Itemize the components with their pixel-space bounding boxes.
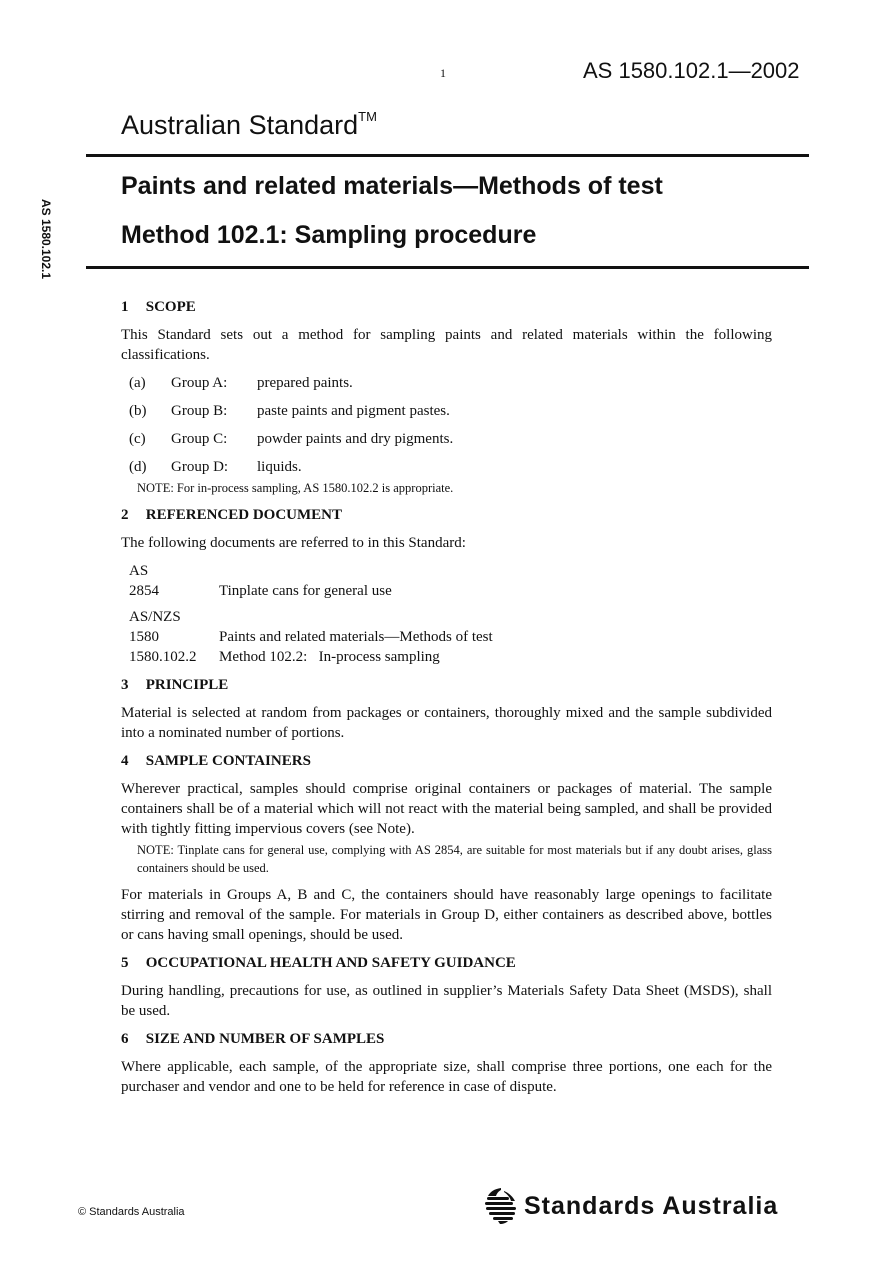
trademark-mark: TM — [358, 109, 377, 124]
item-group: Group C: — [171, 431, 228, 447]
bottom-rule — [86, 266, 809, 269]
reference-code: 2854 — [129, 583, 159, 599]
section-title: OCCUPATIONAL HEALTH AND SAFETY GUIDANCE — [145, 955, 516, 971]
document-body — [121, 297, 772, 1105]
item-desc: paste paints and pigment pastes. — [257, 403, 450, 419]
document-subtitle: Method 102.1: Sampling procedure — [121, 221, 537, 249]
section-heading-scope — [121, 297, 772, 317]
reference-desc: Paints and related materials—Methods of test — [219, 629, 493, 645]
containers-paragraph: Wherever practical, samples should comprise original containers or packages of material. The sample containers shall be of a material which will not react with the material being sampled, and shall be provided with tightly fitting impervious covers (see Note). — [121, 781, 772, 837]
list-item — [129, 457, 772, 477]
reference-group-as — [129, 561, 772, 601]
principle-paragraph: Material is selected at random from packages or containers, thoroughly mixed and the sample subdivided into a nominated number of portions. — [121, 705, 772, 741]
brand-title — [121, 110, 377, 141]
reference-group-label: AS — [129, 563, 149, 579]
reference-row — [129, 627, 772, 647]
item-group: Group D: — [171, 459, 229, 475]
item-desc: prepared paints. — [257, 375, 353, 391]
section-title: SCOPE — [145, 299, 196, 315]
standards-australia-logo-icon — [484, 1187, 518, 1225]
referenced-paragraph: The following documents are referred to in this Standard: — [121, 535, 466, 551]
list-item — [129, 373, 772, 393]
list-item — [129, 401, 772, 421]
section-title: PRINCIPLE — [145, 677, 229, 693]
section-title: SIZE AND NUMBER OF SAMPLES — [145, 1031, 385, 1047]
section-heading-principle — [121, 675, 772, 695]
section-number: 1 — [121, 299, 129, 315]
reference-row — [129, 581, 772, 601]
reference-code: 1580 — [129, 629, 159, 645]
scope-note: NOTE: For in-process sampling, AS 1580.102.2 is appropriate. — [137, 481, 454, 495]
section-number: 6 — [121, 1031, 129, 1047]
footer-copyright: © Standards Australia — [78, 1206, 185, 1218]
section-title: REFERENCED DOCUMENT — [145, 507, 343, 523]
item-label: (a) — [129, 375, 146, 391]
scope-paragraph: This Standard sets out a method for sampling paints and related materials within the following classifications. — [121, 327, 772, 363]
reference-desc: Tinplate cans for general use — [219, 583, 392, 599]
containers-note: NOTE: Tinplate cans for general use, complying with AS 2854, are suitable for most materials but if any doubt arises, glass containers should be used. — [137, 843, 772, 875]
document-title: Paints and related materials—Methods of test — [121, 172, 663, 200]
ohs-paragraph: During handling, precautions for use, as outlined in supplier’s Materials Safety Data Sheet (MSDS), shall be used. — [121, 983, 772, 1019]
section-number: 2 — [121, 507, 129, 523]
section-number: 4 — [121, 753, 129, 769]
reference-desc: Method 102.2: In-process sampling — [219, 649, 440, 665]
section-number: 5 — [121, 955, 129, 971]
reference-group-label: AS/NZS — [129, 609, 181, 625]
item-group: Group A: — [171, 375, 228, 391]
item-group: Group B: — [171, 403, 228, 419]
item-label: (d) — [129, 459, 147, 475]
size-paragraph: Where applicable, each sample, of the appropriate size, shall comprise three portions, one each for the purchaser and vendor and one to be held for reference in case of dispute. — [121, 1059, 772, 1095]
top-rule — [86, 154, 809, 157]
item-desc: powder paints and dry pigments. — [257, 431, 454, 447]
containers-paragraph-2: For materials in Groups A, B and C, the containers should have reasonably large openings to facilitate stirring and removal of the sample. For materials in Group D, either containers as described above, bottles or cans having small openings, should be used. — [121, 887, 772, 943]
section-title: SAMPLE CONTAINERS — [145, 753, 311, 769]
reference-group-asnzs — [129, 607, 772, 667]
item-label: (c) — [129, 431, 146, 447]
logo-text: Standards Australia — [524, 1191, 779, 1220]
standards-australia-logo — [484, 1187, 778, 1225]
brand-text: Australian Standard — [121, 110, 359, 140]
section-heading-referenced — [121, 505, 772, 525]
reference-code: 1580.102.2 — [129, 649, 197, 665]
page-number: 1 — [440, 66, 446, 80]
item-label: (b) — [129, 403, 147, 419]
document-code: AS 1580.102.1—2002 — [583, 58, 800, 83]
item-desc: liquids. — [257, 459, 302, 475]
section-heading-ohs — [121, 953, 772, 973]
section-heading-size — [121, 1029, 772, 1049]
list-item — [129, 429, 772, 449]
side-reference: AS 1580.102.1 — [39, 198, 53, 280]
section-heading-containers — [121, 751, 772, 771]
reference-row — [129, 647, 772, 667]
section-number: 3 — [121, 677, 129, 693]
